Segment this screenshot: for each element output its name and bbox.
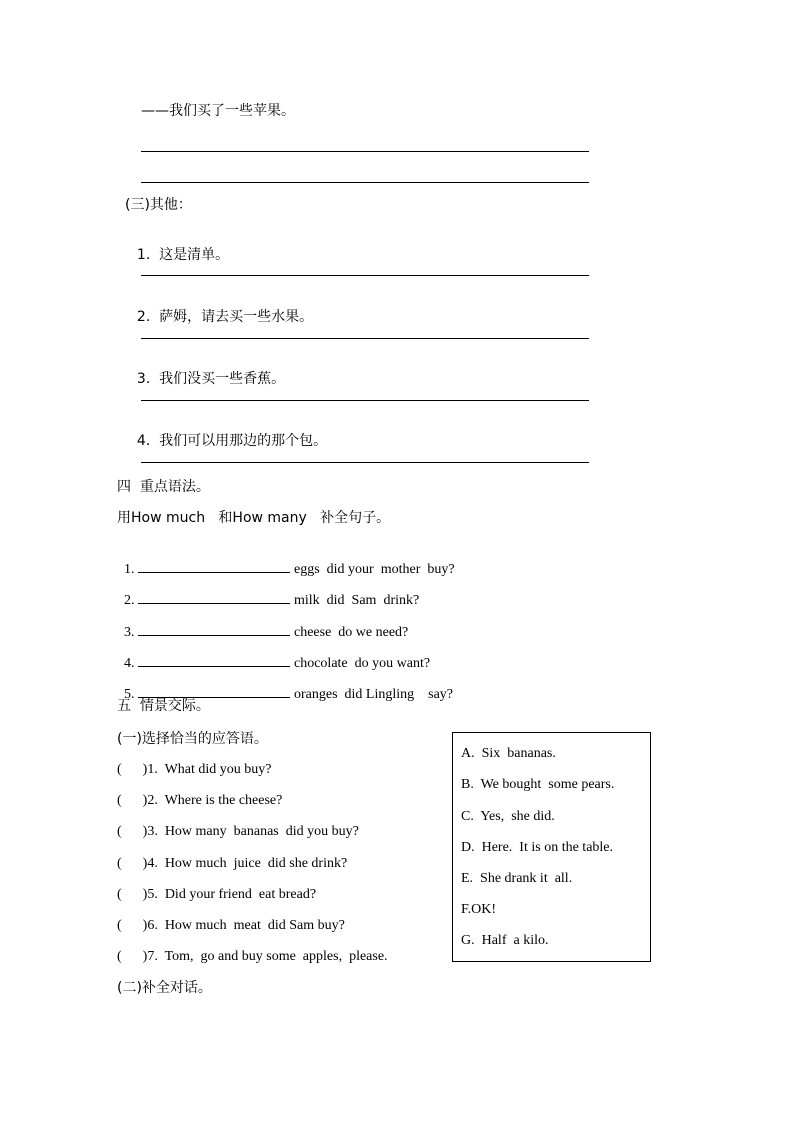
question-item[interactable]: ( )5. Did your friend eat bread?	[117, 887, 317, 902]
fill-blank[interactable]	[138, 683, 290, 698]
answer-line[interactable]	[141, 400, 589, 401]
item-text: milk did Sam drink?	[294, 593, 420, 608]
translation-item	[128, 228, 229, 264]
fill-blank[interactable]	[138, 589, 290, 604]
question-item[interactable]: ( )2. Where is the cheese?	[117, 793, 283, 808]
question-item[interactable]: ( )4. How much juice did she drink?	[117, 856, 348, 871]
item-number: 1.	[136, 247, 151, 263]
subsection-heading-complete: (二)补全对话。	[117, 980, 212, 996]
item-text: 我们可以用那边的那个包。	[159, 433, 328, 449]
translation-item	[128, 352, 285, 388]
item-number: 5.	[124, 687, 135, 702]
translation-item	[128, 290, 313, 326]
section-heading-dialogue: 五 情景交际。	[117, 698, 210, 714]
question-item[interactable]: ( )3. How many bananas did you buy?	[117, 824, 359, 839]
option-item: D. Here. It is on the table.	[461, 840, 614, 855]
answer-line[interactable]	[141, 462, 589, 463]
item-number: 2.	[136, 309, 151, 325]
option-item: A. Six bananas.	[461, 746, 556, 761]
item-number: 2.	[124, 593, 135, 608]
item-text: chocolate do you want?	[294, 656, 431, 671]
question-item[interactable]: ( )1. What did you buy?	[117, 762, 272, 777]
translation-item	[128, 414, 327, 450]
item-number: 3.	[124, 625, 135, 640]
item-number: 1.	[124, 562, 135, 577]
item-text: cheese do we need?	[294, 625, 409, 640]
option-item: C. Yes, she did.	[461, 809, 555, 824]
section-heading-other: (三)其他：	[125, 197, 192, 213]
subsection-heading-choose: (一)选择恰当的应答语。	[117, 731, 268, 747]
item-text: 萨姆，请去买一些水果。	[159, 309, 314, 325]
option-item: F.OK!	[461, 902, 497, 917]
option-item: B. We bought some pears.	[461, 777, 615, 792]
answer-line[interactable]	[141, 275, 589, 276]
item-text: eggs did your mother buy?	[294, 562, 455, 577]
item-text: 这是清单。	[159, 247, 230, 263]
answer-prompt: ——我们买了一些苹果。	[141, 103, 295, 119]
grammar-instruction: 用How much 和How many 补全句子。	[117, 510, 391, 526]
option-item: E. She drank it all.	[461, 871, 573, 886]
answer-line[interactable]	[141, 338, 589, 339]
item-number: 3.	[136, 371, 151, 387]
item-text: 我们没买一些香蕉。	[159, 371, 286, 387]
question-item[interactable]: ( )6. How much meat did Sam buy?	[117, 918, 345, 933]
item-number: 4.	[136, 433, 151, 449]
option-item: G. Half a kilo.	[461, 933, 549, 948]
answer-line[interactable]	[141, 151, 589, 152]
section-heading-grammar: 四 重点语法。	[117, 479, 210, 495]
question-item[interactable]: ( )7. Tom, go and buy some apples, please.	[117, 949, 388, 964]
item-number: 4.	[124, 656, 135, 671]
item-text: oranges did Lingling say?	[294, 687, 454, 702]
answer-line[interactable]	[141, 182, 589, 183]
